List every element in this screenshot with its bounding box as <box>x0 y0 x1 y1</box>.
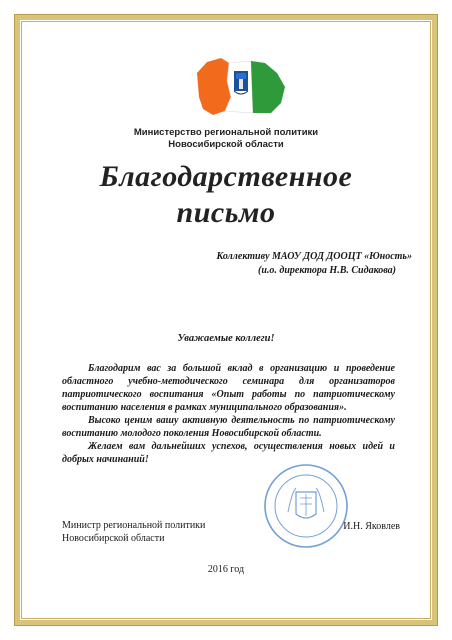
body-paragraph-3: Желаем вам дальнейших успехов, осуществления новых идей и добрых начинаний! <box>62 441 395 465</box>
letter-body <box>62 362 395 466</box>
signatory-line2: Новосибирской области <box>62 533 165 544</box>
ministry-name-line1: Министерство региональной политики <box>133 127 319 138</box>
signatory-name: И.Н. Яковлев <box>343 521 400 532</box>
letter-title-line1: Благодарственное <box>99 160 353 193</box>
signatory-line1: Министр региональной политики <box>62 520 206 531</box>
official-seal-icon <box>262 462 350 550</box>
body-paragraph-1: Благодарим вас за большой вклад в организацию и проведение областного учебно-методического семинара для организаторов патриотического воспитания «Опыт работы по патриотическому воспитанию населения в рамках муниципального образования». <box>62 363 395 413</box>
recipient-line1: Коллективу МАОУ ДОД ДООЦТ «Юность» <box>216 251 412 262</box>
body-paragraph-2: Высоко ценим вашу активную деятельность по патриотическому воспитанию молодого поколения Новосибирской области. <box>62 415 395 439</box>
recipient-line2: (и.о. директора Н.В. Сидакова) <box>258 265 396 276</box>
greeting: Уважаемые коллеги! <box>177 333 275 344</box>
region-map-emblem-icon <box>191 53 290 119</box>
signatory-title <box>62 519 205 545</box>
ministry-name-line2: Новосибирской области <box>168 139 284 150</box>
letter-year: 2016 год <box>207 564 245 575</box>
letter-title-line2: письмо <box>176 196 276 229</box>
